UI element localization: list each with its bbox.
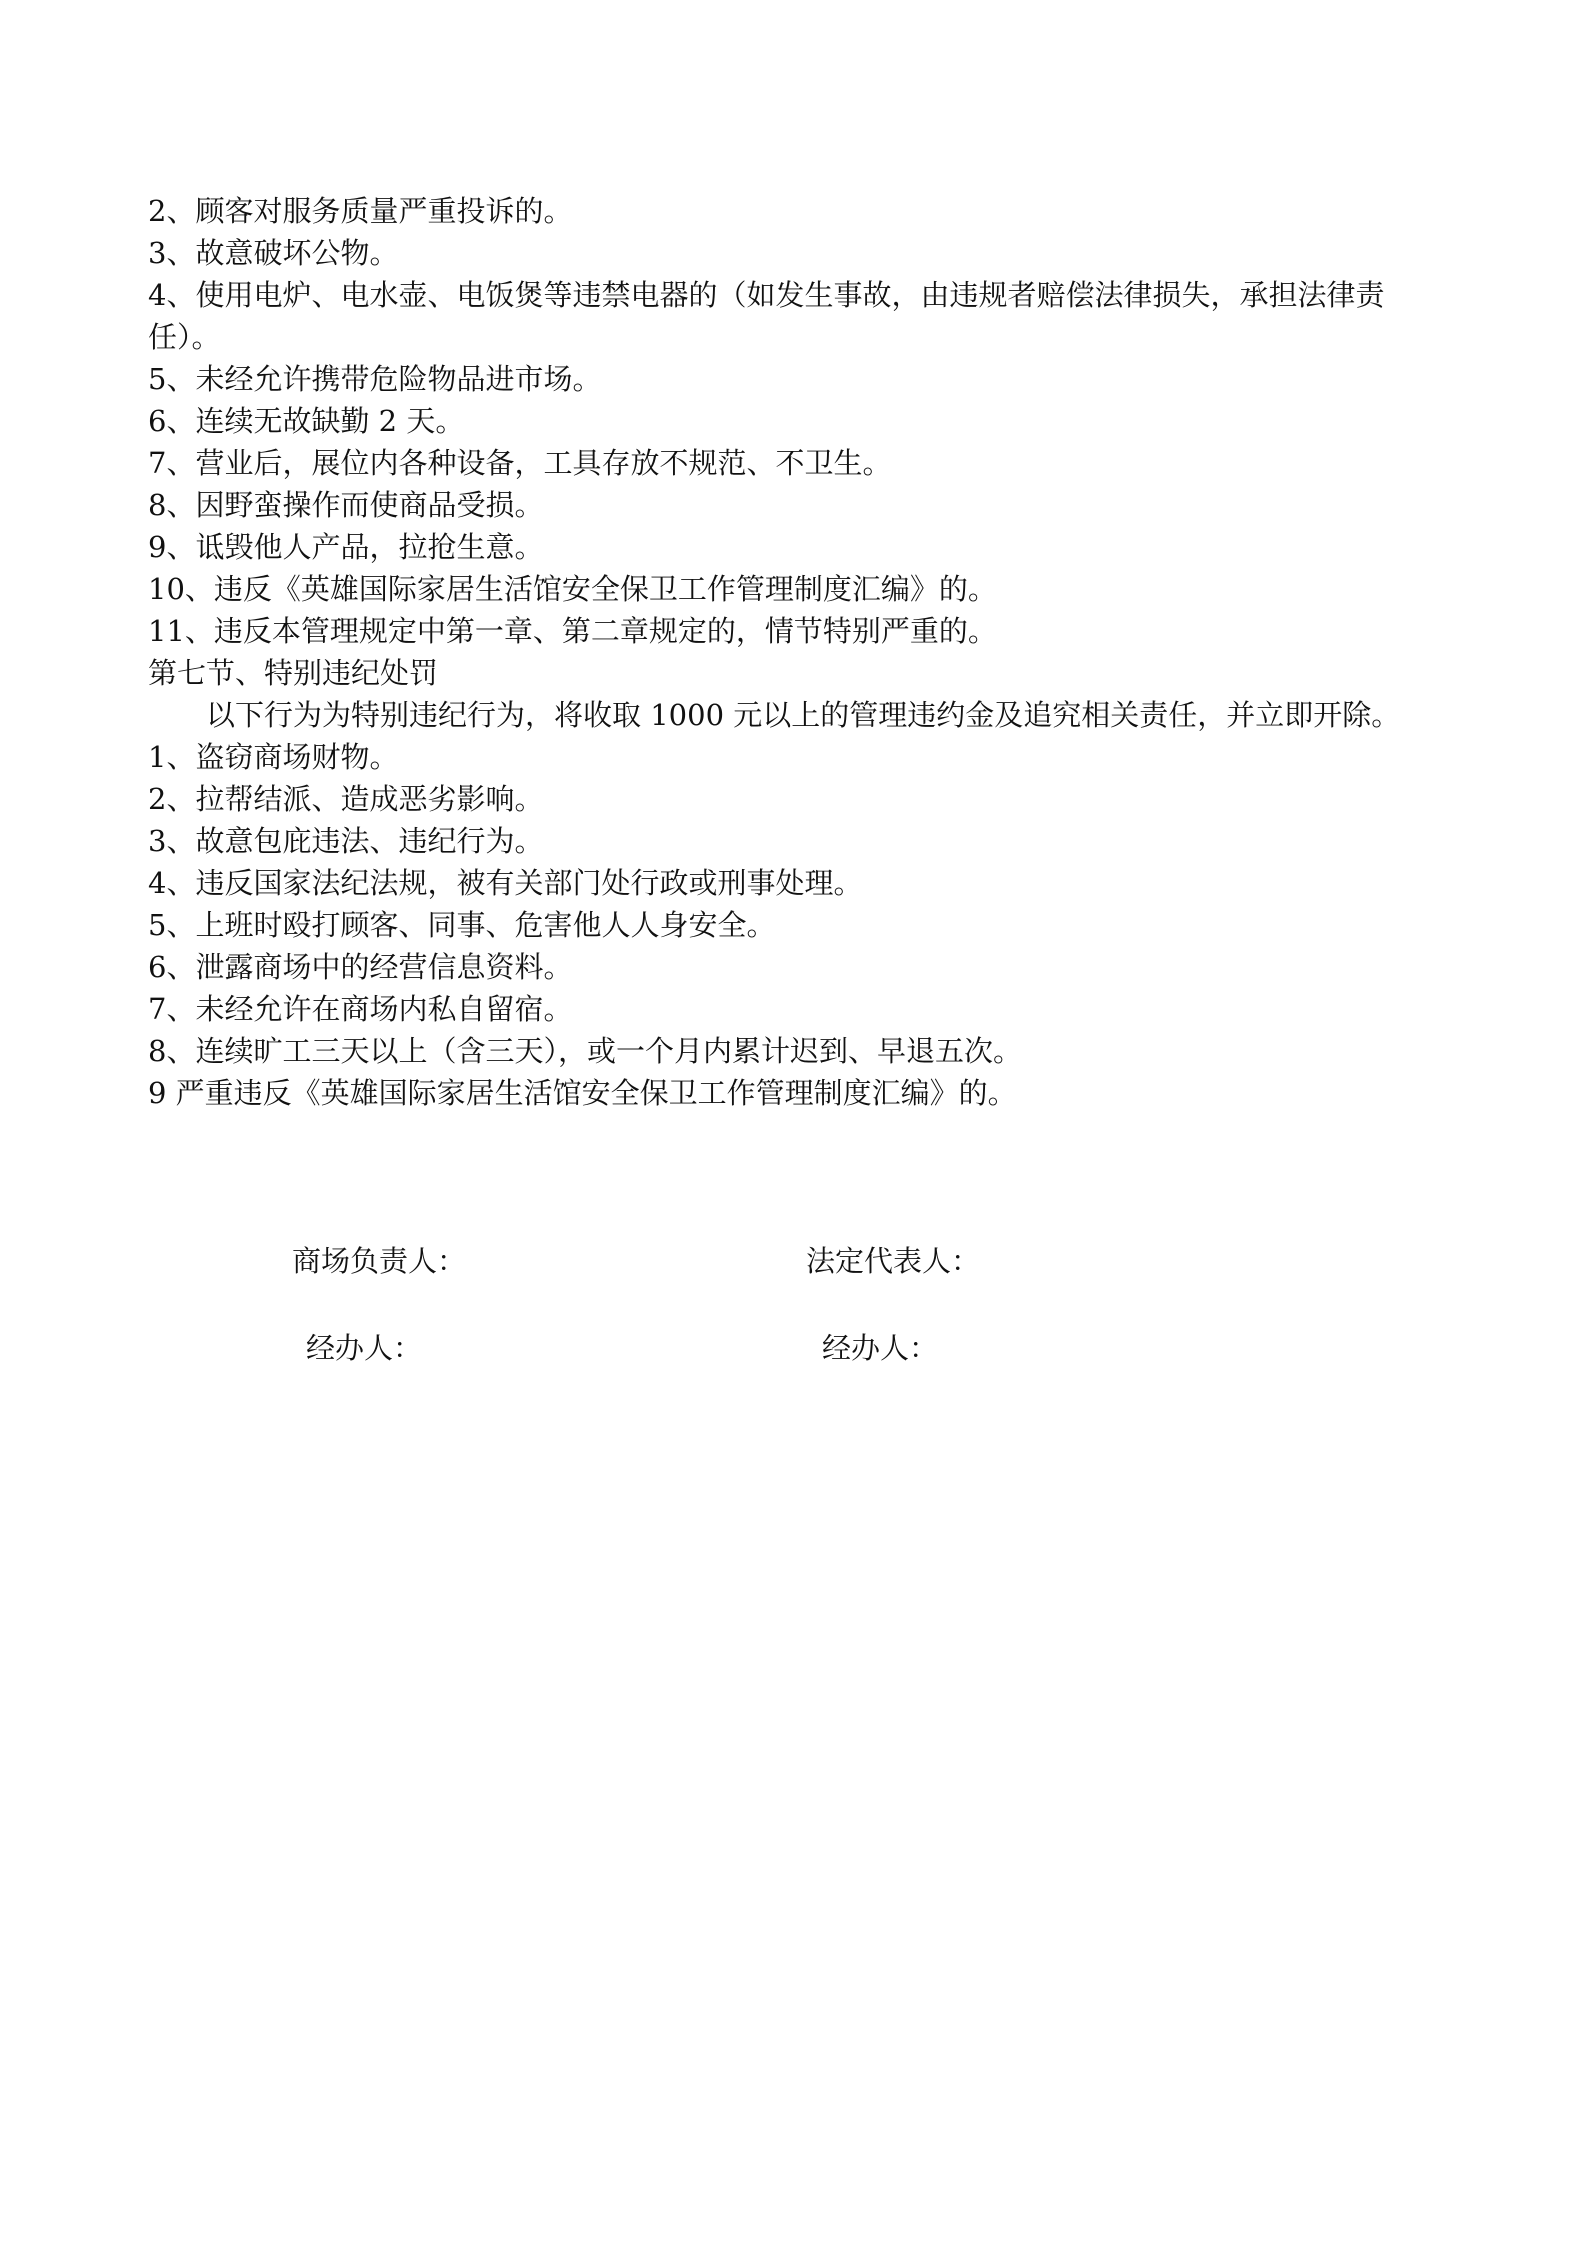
handler-left-signature-label: 经办人：: [306, 1331, 423, 1365]
handler-right-signature-label: 经办人：: [822, 1331, 939, 1365]
list-item: 8、连续旷工三天以上（含三天），或一个月内累计迟到、早退五次。: [148, 1034, 1022, 1068]
list-item: 8、因野蛮操作而使商品受损。: [148, 488, 544, 522]
list-item: 1、盗窃商场财物。: [148, 740, 399, 774]
list-item: 5、上班时殴打顾客、同事、危害他人人身安全。: [148, 908, 776, 942]
list-item: 2、顾客对服务质量严重投诉的。: [148, 194, 573, 228]
list-item: 3、故意包庇违法、违纪行为。: [148, 824, 544, 858]
list-item: 9 严重违反《英雄国际家居生活馆安全保卫工作管理制度汇编》的。: [148, 1076, 1017, 1110]
list-item: 7、营业后，展位内各种设备，工具存放不规范、不卫生。: [148, 446, 892, 480]
section-title: 第七节、特别违纪处罚: [148, 656, 439, 690]
list-item: 5、未经允许携带危险物品进市场。: [148, 362, 602, 396]
list-item: 2、拉帮结派、造成恶劣影响。: [148, 782, 544, 816]
legal-representative-signature-label: 法定代表人：: [806, 1244, 981, 1278]
list-item: 6、连续无故缺勤 2 天。: [148, 404, 465, 438]
list-item: 10、违反《英雄国际家居生活馆安全保卫工作管理制度汇编》的。: [148, 572, 997, 606]
list-item: 7、未经允许在商场内私自留宿。: [148, 992, 573, 1026]
list-item: 3、故意破坏公物。: [148, 236, 399, 270]
list-item: 11、违反本管理规定中第一章、第二章规定的，情节特别严重的。: [148, 614, 997, 648]
section-intro: 以下行为为特别违纪行为，将收取 1000 元以上的管理违约金及追究相关责任，并立即开除。: [206, 698, 1401, 732]
mall-manager-signature-label: 商场负责人：: [292, 1244, 467, 1278]
list-item: 9、诋毁他人产品，拉抢生意。: [148, 530, 544, 564]
document-body: [148, 190, 1448, 1114]
list-item: 4、违反国家法纪法规，被有关部门处行政或刑事处理。: [148, 866, 863, 900]
list-item: 6、泄露商场中的经营信息资料。: [148, 950, 573, 984]
list-item: 4、使用电炉、电水壶、电饭煲等违禁电器的（如发生事故，由违规者赔偿法律损失，承担法律责任）。: [148, 278, 1385, 354]
